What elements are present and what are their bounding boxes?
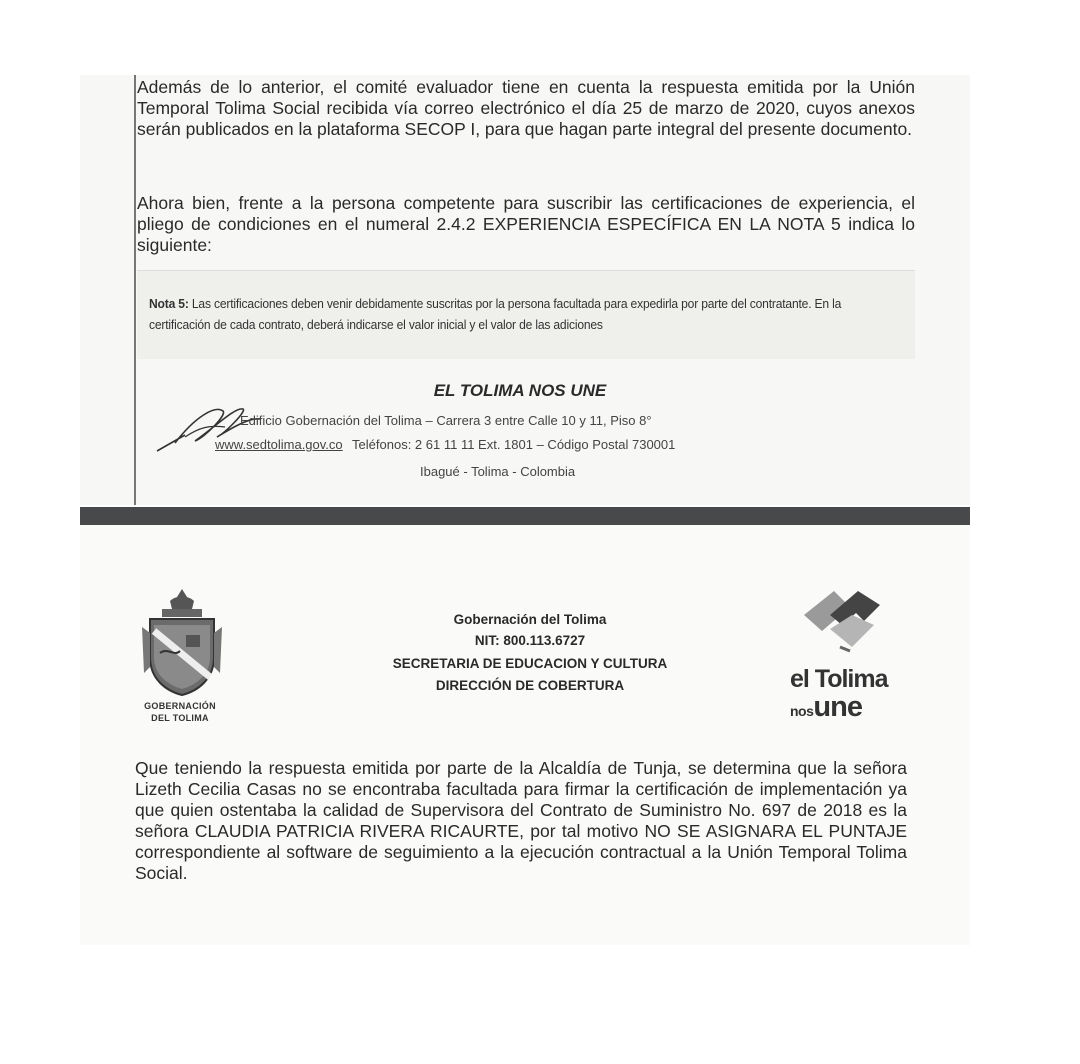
footer-contact [215, 437, 675, 452]
top-page-fragment [80, 75, 970, 505]
header-direccion: DIRECCIÓN DE COBERTURA [435, 678, 625, 693]
note-5-text [149, 293, 856, 335]
footer-address: Edificio Gobernación del Tolima – Carrera 3 entre Calle 10 y 11, Piso 8° [240, 413, 652, 428]
note-5-body: Las certificaciones deben venir debidamente suscritas por la persona facultada para expedirla por parte del contratante. En la certificación de cada contrato, deberá indicarse el valor inicial y el valor de las adiciones [149, 296, 842, 332]
logo-word-une: une [813, 691, 862, 723]
footer-website-link[interactable]: www.sedtolima.gov.co [215, 437, 343, 452]
note-5-label: Nota 5: [149, 296, 189, 311]
crest-label-line1: GOBERNACIÓN [144, 701, 216, 711]
logo-wordmark-line2 [790, 691, 862, 724]
page-separator-bar [80, 507, 970, 525]
paragraph-determination: Que teniendo la respuesta emitida por parte de la Alcaldía de Tunja, se determina que la señora Lizeth Cecilia Casas no se encontraba facultada para firmar la certificación de implementación ya que quien ostentaba la calidad de Supervisora del Contrato de Suministro No. 697 de 2018 es la señora CLAUDIA PATRICIA RIVERA RICAURTE, por tal motivo NO SE ASIGNARA EL PUNTAJE correspondiente al software de seguimiento a la ejecución contractual a la Unión Temporal Tolima Social. [135, 758, 907, 883]
logo-word-nos: nos [790, 703, 814, 719]
header-secretaria: SECRETARIA DE EDUCACION Y CULTURA [392, 656, 668, 671]
coat-of-arms-icon [140, 587, 224, 697]
footer-phone: Teléfonos: 2 61 11 11 Ext. 1801 – Código Postal 730001 [352, 437, 676, 452]
header-nit: NIT: 800.113.6727 [474, 633, 586, 648]
page-margin-line [134, 75, 136, 505]
paragraph-competent-person: Ahora bien, frente a la persona competente para suscribir las certificaciones de experiencia, el pliego de condiciones en el numeral 2.4.2 EXPERIENCIA ESPECÍFICA EN LA NOTA 5 indica lo siguiente: [137, 193, 915, 255]
logo-wordmark-line1: el Tolima [790, 665, 888, 693]
slogan: EL TOLIMA NOS UNE [433, 381, 607, 400]
footer-city: Ibagué - Tolima - Colombia [420, 464, 576, 479]
header-institution: Gobernación del Tolima [453, 612, 607, 627]
crest-label-line2: DEL TOLIMA [151, 713, 209, 723]
paragraph-committee-response: Además de lo anterior, el comité evaluador tiene en cuenta la respuesta emitida por la Unión Temporal Tolima Social recibida vía correo electrónico el día 25 de marzo de 2020, cuyos anexos serán publicados en la plataforma SECOP I, para que hagan parte integral del presente documento. [137, 77, 915, 139]
note-5-excerpt [137, 270, 915, 359]
bottom-page-fragment [80, 525, 970, 945]
tolima-logo-icon [800, 585, 890, 665]
